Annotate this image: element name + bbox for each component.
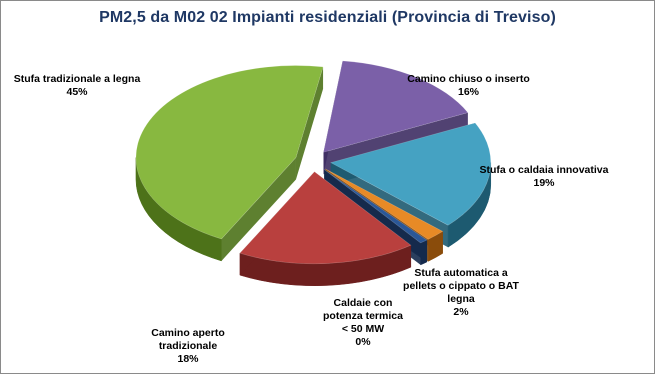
label-camino-chiuso — [401, 73, 536, 99]
label-camino-chiuso-value: 16% — [457, 86, 479, 98]
label-stufa-tradizionale-value: 45% — [66, 86, 88, 98]
label-caldaie — [319, 297, 407, 349]
label-stufa-automatica-value: 2% — [453, 306, 469, 318]
chart-title: PM2,5 da M02 02 Impianti residenziali (Provincia di Treviso) — [99, 9, 556, 26]
label-stufa-innovativa-value: 19% — [533, 177, 555, 189]
label-camino-aperto-name: Camino aperto tradizionale — [151, 327, 225, 352]
label-camino-chiuso-name: Camino chiuso o inserto — [407, 73, 530, 85]
label-stufa-automatica — [401, 267, 521, 319]
label-camino-aperto — [147, 327, 229, 366]
label-stufa-innovativa — [479, 164, 609, 190]
label-stufa-automatica-name: Stufa automatica a pellets o cippato o BAT legna — [403, 267, 519, 305]
label-caldaie-name: Caldaie con potenza termica < 50 MW — [323, 297, 403, 335]
label-camino-aperto-value: 18% — [177, 353, 199, 365]
label-stufa-tradizionale-name: Stufa tradizionale a legna — [13, 73, 141, 85]
label-caldaie-value: 0% — [355, 336, 371, 348]
label-stufa-tradizionale — [7, 73, 147, 99]
label-stufa-innovativa-name: Stufa o caldaia innovativa — [479, 164, 609, 176]
